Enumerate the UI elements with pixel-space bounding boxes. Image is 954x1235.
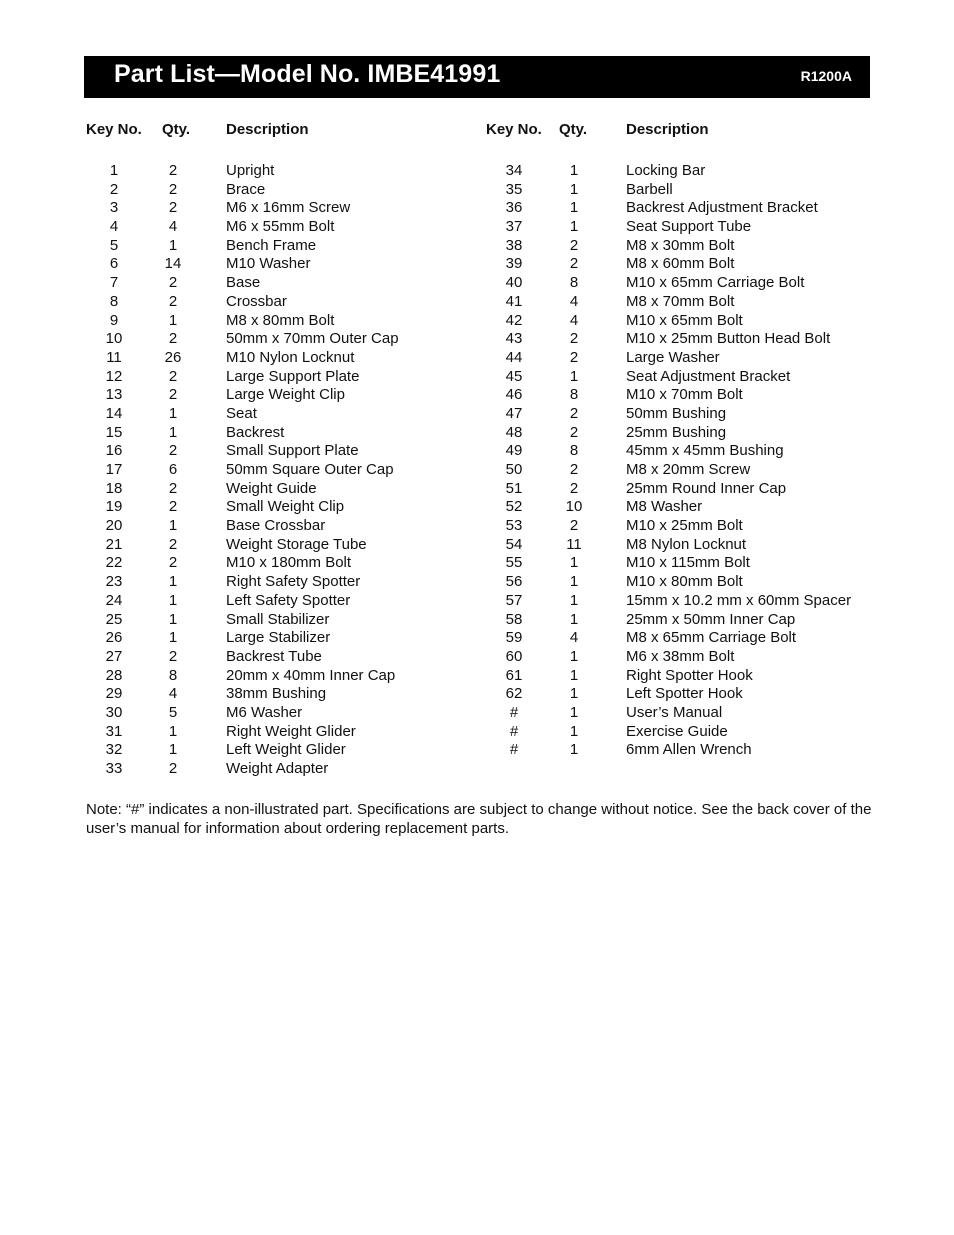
part-row [0, 442, 460, 461]
part-row [0, 629, 460, 648]
left-key-header: Key No. [86, 121, 142, 138]
part-quantity: 1 [569, 741, 579, 759]
part-row [460, 554, 940, 573]
part-row [460, 181, 940, 200]
part-description: Seat [226, 404, 257, 422]
part-key-number: 36 [505, 199, 523, 217]
part-quantity: 1 [168, 629, 178, 647]
part-key-number: 12 [105, 367, 123, 385]
part-quantity: 1 [569, 554, 579, 572]
part-description: M10 x 25mm Button Head Bolt [626, 330, 831, 348]
part-row [460, 386, 940, 405]
part-description: Bench Frame [226, 236, 317, 254]
part-row [0, 405, 460, 424]
part-description: M6 x 16mm Screw [226, 199, 351, 217]
part-quantity: 2 [168, 554, 178, 572]
part-quantity: 1 [569, 218, 579, 236]
part-key-number: # [509, 741, 519, 759]
part-key-number: 46 [505, 386, 523, 404]
part-quantity: 2 [168, 760, 178, 777]
part-key-number: 26 [105, 629, 123, 647]
part-description: 50mm x 70mm Outer Cap [226, 330, 399, 348]
right-description-header: Description [626, 121, 709, 138]
part-row [460, 667, 940, 686]
part-quantity: 10 [565, 498, 583, 516]
part-description: Weight Storage Tube [226, 535, 367, 553]
part-quantity: 4 [168, 218, 178, 236]
part-key-number: 35 [505, 180, 523, 198]
part-key-number: 52 [505, 498, 523, 516]
part-key-number: 29 [105, 685, 123, 703]
part-row [0, 573, 460, 592]
part-row [0, 498, 460, 517]
part-row [0, 723, 460, 742]
part-quantity: 1 [168, 591, 178, 609]
part-row [460, 685, 940, 704]
part-key-number: 33 [105, 760, 123, 777]
part-quantity: 4 [569, 311, 579, 329]
part-key-number: 45 [505, 367, 523, 385]
part-description: 15mm x 10.2 mm x 60mm Spacer [626, 591, 852, 609]
part-row [0, 704, 460, 723]
part-row [460, 237, 940, 256]
part-row [0, 368, 460, 387]
part-description: 20mm x 40mm Inner Cap [226, 666, 396, 684]
part-quantity: 1 [168, 423, 178, 441]
part-description: M8 x 70mm Bolt [626, 292, 735, 310]
part-key-number: 56 [505, 573, 523, 591]
left-parts-list [0, 162, 460, 779]
part-description: M10 Nylon Locknut [226, 348, 355, 366]
part-quantity: 1 [569, 591, 579, 609]
part-key-number: 6 [109, 255, 119, 273]
part-key-number: 30 [105, 703, 123, 721]
part-row [460, 498, 940, 517]
part-row [460, 741, 940, 760]
part-description: M10 x 65mm Carriage Bolt [626, 274, 805, 292]
part-key-number: 7 [109, 274, 119, 292]
part-description: 25mm Bushing [626, 423, 727, 441]
part-quantity: 6 [168, 461, 178, 478]
right-key-header: Key No. [486, 121, 542, 138]
part-key-number: 60 [505, 647, 523, 665]
part-key-number: 23 [105, 573, 123, 591]
part-quantity: 1 [168, 573, 178, 591]
part-description: Barbell [626, 180, 673, 198]
part-row [0, 667, 460, 686]
part-description: M10 x 115mm Bolt [626, 554, 750, 572]
part-key-number: 25 [105, 610, 123, 628]
part-row [460, 424, 940, 443]
part-key-number: 27 [105, 647, 123, 665]
part-row [0, 648, 460, 667]
part-row [0, 255, 460, 274]
part-key-number: 51 [505, 479, 523, 497]
part-key-number: 41 [505, 292, 523, 310]
part-description: Left Spotter Hook [626, 685, 743, 703]
part-description: 6mm Allen Wrench [626, 741, 752, 759]
part-quantity: 5 [168, 703, 178, 721]
part-quantity: 2 [168, 292, 178, 310]
part-description: M10 Washer [226, 255, 311, 273]
part-description: M8 x 20mm Screw [626, 461, 751, 478]
part-quantity: 2 [168, 274, 178, 292]
part-row [0, 685, 460, 704]
left-description-header: Description [226, 121, 309, 138]
part-description: M8 Nylon Locknut [626, 535, 747, 553]
part-key-number: 32 [105, 741, 123, 759]
part-quantity: 1 [569, 610, 579, 628]
part-key-number: 10 [105, 330, 123, 348]
part-row [460, 517, 940, 536]
document-code: R1200A [800, 68, 852, 84]
part-row [0, 611, 460, 630]
part-key-number: 28 [105, 666, 123, 684]
part-quantity: 8 [569, 386, 579, 404]
part-quantity: 8 [569, 274, 579, 292]
part-row [460, 480, 940, 499]
part-description: Backrest [226, 423, 285, 441]
part-quantity: 2 [168, 386, 178, 404]
part-key-number: 62 [505, 685, 523, 703]
part-row [460, 162, 940, 181]
part-description: M6 x 55mm Bolt [226, 218, 335, 236]
part-key-number: 48 [505, 423, 523, 441]
part-row [0, 181, 460, 200]
part-description: Large Weight Clip [226, 386, 345, 404]
part-key-number: 22 [105, 554, 123, 572]
part-quantity: 1 [569, 722, 579, 740]
part-description: 45mm x 45mm Bushing [626, 442, 784, 460]
part-description: M8 x 60mm Bolt [626, 255, 735, 273]
part-row [460, 405, 940, 424]
part-quantity: 1 [569, 685, 579, 703]
part-key-number: 59 [505, 629, 523, 647]
part-quantity: 26 [164, 348, 182, 366]
part-row [0, 760, 460, 779]
part-quantity: 14 [164, 255, 182, 273]
part-quantity: 2 [569, 236, 579, 254]
part-description: M10 x 80mm Bolt [626, 573, 743, 591]
part-key-number: 19 [105, 498, 123, 516]
part-key-number: 43 [505, 330, 523, 348]
part-row [0, 461, 460, 480]
header-bar [84, 56, 870, 98]
part-description: Small Support Plate [226, 442, 359, 460]
part-quantity: 2 [569, 517, 579, 535]
part-quantity: 4 [569, 629, 579, 647]
left-qty-header: Qty. [162, 121, 191, 138]
part-quantity: 2 [168, 498, 178, 516]
part-quantity: 1 [569, 367, 579, 385]
part-quantity: 1 [569, 199, 579, 217]
part-row [0, 741, 460, 760]
part-key-number: 3 [109, 199, 119, 217]
part-row [0, 274, 460, 293]
part-row [0, 349, 460, 368]
part-key-number: # [509, 722, 519, 740]
part-quantity: 1 [569, 162, 579, 179]
part-description: Base Crossbar [226, 517, 326, 535]
part-key-number: 11 [106, 348, 122, 366]
part-row [0, 293, 460, 312]
part-description: Weight Adapter [226, 760, 329, 777]
part-description: 38mm Bushing [226, 685, 327, 703]
part-description: Backrest Tube [226, 647, 322, 665]
part-key-number: 14 [105, 404, 123, 422]
part-quantity: 8 [569, 442, 579, 460]
part-row [460, 629, 940, 648]
part-row [460, 573, 940, 592]
part-quantity: 1 [569, 573, 579, 591]
part-row [460, 330, 940, 349]
part-key-number: 57 [505, 591, 523, 609]
part-key-number: 55 [505, 554, 523, 572]
part-description: Left Safety Spotter [226, 591, 351, 609]
part-quantity: 2 [168, 479, 178, 497]
part-key-number: 38 [505, 236, 523, 254]
page-title: Part List—Model No. IMBE41991 [114, 60, 501, 88]
part-quantity: 2 [168, 180, 178, 198]
part-description: User’s Manual [626, 703, 723, 721]
part-description: Exercise Guide [626, 722, 728, 740]
part-description: Large Support Plate [226, 367, 360, 385]
part-quantity: 2 [168, 367, 178, 385]
part-row [460, 368, 940, 387]
part-row [460, 536, 940, 555]
part-quantity: 1 [569, 666, 579, 684]
part-quantity: 2 [168, 330, 178, 348]
part-description: M6 Washer [226, 703, 303, 721]
part-key-number: 9 [109, 311, 119, 329]
part-row [460, 704, 940, 723]
part-row [460, 461, 940, 480]
part-quantity: 2 [569, 255, 579, 273]
part-key-number: 39 [505, 255, 523, 273]
part-row [460, 723, 940, 742]
part-quantity: 2 [569, 479, 579, 497]
part-quantity: 1 [569, 647, 579, 665]
part-key-number: 54 [505, 535, 523, 553]
part-row [460, 255, 940, 274]
part-description: Right Weight Glider [226, 722, 356, 740]
part-row [0, 386, 460, 405]
part-key-number: 24 [105, 591, 123, 609]
part-quantity: 8 [168, 666, 178, 684]
part-description: M6 x 38mm Bolt [626, 647, 735, 665]
part-row [460, 218, 940, 237]
part-description: Small Stabilizer [226, 610, 330, 628]
part-description: M10 x 65mm Bolt [626, 311, 743, 329]
part-description: Right Safety Spotter [226, 573, 361, 591]
part-key-number: 17 [105, 461, 123, 478]
part-key-number: 8 [109, 292, 119, 310]
part-row [0, 424, 460, 443]
part-description: Brace [226, 180, 266, 198]
part-description: M8 Washer [626, 498, 703, 516]
part-description: Seat Support Tube [626, 218, 752, 236]
part-key-number: 40 [505, 274, 523, 292]
part-row [460, 312, 940, 331]
part-row [460, 349, 940, 368]
part-quantity: 2 [569, 423, 579, 441]
part-row [0, 237, 460, 256]
part-key-number: 50 [505, 461, 523, 478]
part-key-number: 61 [505, 666, 523, 684]
part-quantity: 1 [168, 404, 178, 422]
part-key-number: 4 [109, 218, 119, 236]
part-quantity: 1 [168, 610, 178, 628]
part-description: Small Weight Clip [226, 498, 345, 516]
part-row [0, 480, 460, 499]
part-row [0, 218, 460, 237]
part-description: Base [226, 274, 261, 292]
part-description: M8 x 65mm Carriage Bolt [626, 629, 797, 647]
part-key-number: 16 [105, 442, 123, 460]
part-key-number: 15 [105, 423, 123, 441]
part-description: M10 x 25mm Bolt [626, 517, 743, 535]
part-description: Crossbar [226, 292, 287, 310]
part-row [0, 536, 460, 555]
part-quantity: 2 [569, 348, 579, 366]
part-quantity: 1 [168, 517, 178, 535]
part-key-number: 37 [505, 218, 523, 236]
part-key-number: 49 [505, 442, 523, 460]
part-quantity: 2 [569, 461, 579, 478]
part-key-number: 47 [505, 404, 523, 422]
part-key-number: 18 [105, 479, 123, 497]
part-row [460, 442, 940, 461]
part-quantity: 2 [168, 647, 178, 665]
part-description: 25mm x 50mm Inner Cap [626, 610, 796, 628]
part-description: 25mm Round Inner Cap [626, 479, 787, 497]
right-qty-header: Qty. [559, 121, 588, 138]
part-quantity: 1 [569, 180, 579, 198]
part-quantity: 4 [168, 685, 178, 703]
part-quantity: 2 [168, 162, 178, 179]
part-description: Left Weight Glider [226, 741, 346, 759]
part-description: Large Stabilizer [226, 629, 331, 647]
part-description: M10 x 70mm Bolt [626, 386, 743, 404]
part-row [0, 312, 460, 331]
part-description: M10 x 180mm Bolt [226, 554, 352, 572]
part-row [0, 554, 460, 573]
part-key-number: 34 [505, 162, 523, 179]
part-key-number: 53 [505, 517, 523, 535]
part-description: Seat Adjustment Bracket [626, 367, 791, 385]
part-quantity: 1 [168, 311, 178, 329]
part-quantity: 1 [569, 703, 579, 721]
part-quantity: 1 [168, 722, 178, 740]
part-row [460, 293, 940, 312]
part-key-number: 2 [109, 180, 119, 198]
part-quantity: 2 [168, 442, 178, 460]
part-description: Backrest Adjustment Bracket [626, 199, 818, 217]
part-description: Right Spotter Hook [626, 666, 753, 684]
part-quantity: 2 [168, 535, 178, 553]
part-row [0, 162, 460, 181]
part-description: Upright [226, 162, 275, 179]
part-quantity: 11 [566, 535, 582, 553]
part-quantity: 2 [569, 404, 579, 422]
part-description: M8 x 30mm Bolt [626, 236, 735, 254]
part-description: Locking Bar [626, 162, 706, 179]
part-row [460, 274, 940, 293]
part-quantity: 1 [168, 236, 178, 254]
part-quantity: 4 [569, 292, 579, 310]
footnote: Note: “#” indicates a non-illustrated part. Specifications are subject to change without notice. See the back cover of the user’s manual for information about ordering replacement parts. [86, 801, 872, 837]
part-description: M8 x 80mm Bolt [226, 311, 335, 329]
right-parts-list [460, 162, 940, 760]
part-row [460, 592, 940, 611]
part-description: 50mm Square Outer Cap [226, 461, 394, 478]
part-description: 50mm Bushing [626, 404, 727, 422]
part-quantity: 2 [569, 330, 579, 348]
part-key-number: 31 [105, 722, 123, 740]
part-description: Weight Guide [226, 479, 317, 497]
part-key-number: 1 [109, 162, 119, 179]
part-key-number: 20 [105, 517, 123, 535]
part-row [0, 592, 460, 611]
part-key-number: 5 [109, 236, 119, 254]
part-row [460, 648, 940, 667]
part-row [0, 517, 460, 536]
part-row [0, 199, 460, 218]
part-key-number: 13 [105, 386, 123, 404]
part-key-number: 21 [105, 535, 123, 553]
part-row [460, 611, 940, 630]
part-key-number: # [509, 703, 519, 721]
part-quantity: 1 [168, 741, 178, 759]
part-description: Large Washer [626, 348, 720, 366]
part-row [460, 199, 940, 218]
part-key-number: 58 [505, 610, 523, 628]
part-row [0, 330, 460, 349]
part-key-number: 44 [505, 348, 523, 366]
part-quantity: 2 [168, 199, 178, 217]
part-key-number: 42 [505, 311, 523, 329]
